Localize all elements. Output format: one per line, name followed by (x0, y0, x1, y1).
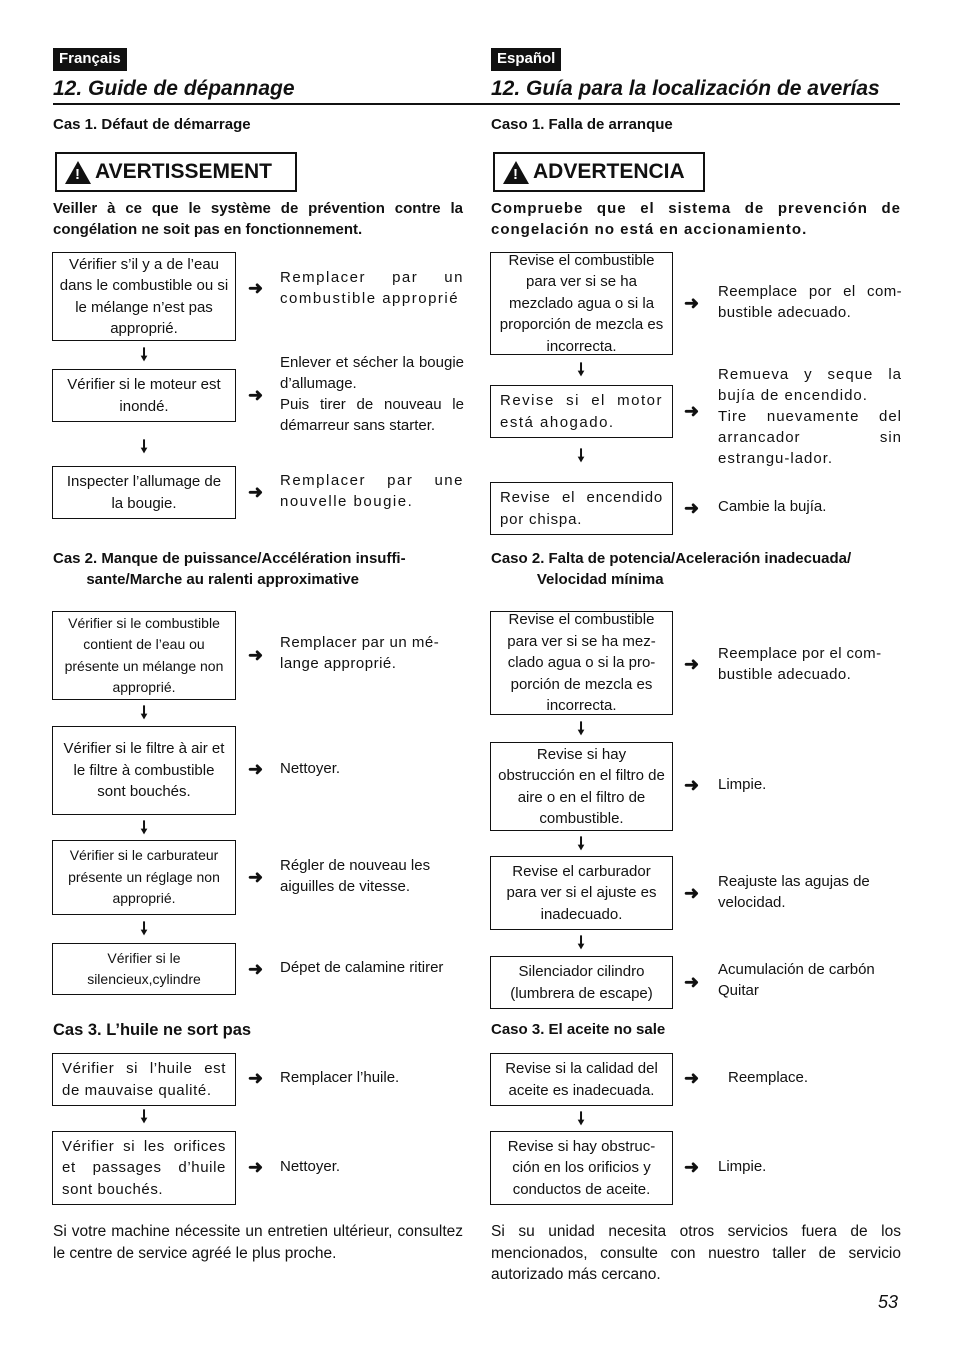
arrow-down-icon: 🠗 (577, 834, 585, 853)
arrow-right-icon: ➜ (248, 1157, 264, 1177)
arrow-right-icon: ➜ (248, 645, 264, 665)
check-box: Vérifier si l’huile est de mauvaise qualité. (52, 1053, 236, 1106)
arrow-right-icon: ➜ (248, 385, 264, 405)
check-box: Revise el carburador para ver si el ajuste es inadecuado. (490, 856, 673, 930)
check-box: Vérifier si le carburateur présente un réglage non approprié. (52, 840, 236, 915)
check-box: Vérifier si le filtre à air et le filtre à combustible sont bouchés. (52, 726, 236, 815)
check-box: Revise el combustible para ver si se ha mezclado agua o si la proporción de mezcla es incorrecta. (490, 252, 673, 355)
check-box: Vérifier si le combustible contient de l’eau ou présente un mélange non approprié. (52, 611, 236, 700)
action-text: Reemplace por el com-bustible adecuado. (718, 283, 902, 321)
arrow-right-icon: ➜ (684, 883, 700, 903)
arrow-down-icon: 🠗 (140, 345, 148, 364)
arrow-down-icon: 🠗 (140, 818, 148, 837)
action-text: Reemplace por el com-bustible adecuado. (718, 645, 882, 683)
language-tab-french: Français (53, 48, 127, 71)
action-text: Régler de nouveau les aiguilles de vitesse. (280, 857, 431, 895)
action-text: Reemplace. (728, 1069, 809, 1086)
action-text: Remplacer par un mé-lange approprié. (280, 634, 440, 672)
arrow-down-icon: 🠗 (577, 446, 585, 465)
action-text: Remueva y seque la bujía de encendido. Tire nuevamente del arrancador sin estrangu-lador. (718, 366, 902, 467)
footer-text-spanish: Si su unidad necesita otros servicios fuera de los mencionados, consulte con nuestro taller de servicio autorizado más cercano. (491, 1223, 901, 1283)
action-text: Acumulación de carbón Quitar (718, 961, 875, 999)
arrow-right-icon: ➜ (684, 1068, 700, 1088)
language-tab-spanish: Español (491, 48, 561, 71)
check-box: Vérifier si les orifices et passages d’huile sont bouchés. (52, 1131, 236, 1205)
action-text: Remplacer par une nouvelle bougie. (280, 472, 464, 510)
action-text: Limpie. (718, 1158, 767, 1175)
check-box: Vérifier si le silencieux,cylindre (52, 943, 236, 995)
action-text: Reajuste las agujas de velocidad. (718, 873, 870, 911)
footer-text-french: Si votre machine nécessite un entretien ultérieur, consultez le centre de service agréé le plus proche. (53, 1223, 463, 1262)
check-box: Revise si la calidad del aceite es inadecuada. (490, 1053, 673, 1106)
arrow-right-icon: ➜ (684, 401, 700, 421)
action-text: Remplacer par un combustible approprié (280, 269, 464, 307)
warning-label-french: AVERTISSEMENT (95, 160, 272, 183)
title-rule (53, 103, 900, 105)
section-title-french: 12. Guide de dépannage (53, 77, 295, 100)
arrow-right-icon: ➜ (684, 654, 700, 674)
check-box: Revise si hay obstrucción en el filtro de aire o en el filtro de combustible. (490, 742, 673, 831)
check-box: Silenciador cilindro (lumbrera de escape) (490, 956, 673, 1009)
warning-box-french (55, 152, 297, 192)
action-text: Cambie la bujía. (718, 498, 827, 515)
arrow-right-icon: ➜ (248, 278, 264, 298)
action-text: Remplacer l’huile. (280, 1069, 400, 1086)
arrow-down-icon: 🠗 (577, 933, 585, 952)
intro-text-french: Veiller à ce que le système de prévention contre la congélation ne soit pas en fonctionnement. (53, 200, 463, 238)
page-number: 53 (878, 1292, 899, 1312)
arrow-right-icon: ➜ (684, 293, 700, 313)
check-box: Revise el combustible para ver si se ha mez-clado agua o si la pro-porción de mezcla es incorrecta. (490, 611, 673, 715)
arrow-right-icon: ➜ (684, 1157, 700, 1177)
check-box: Vérifier s’il y a de l’eau dans le combustible ou si le mélange n’est pas approprié. (52, 252, 236, 341)
section-title-spanish: 12. Guía para la localización de averías (491, 77, 880, 100)
arrow-down-icon: 🠗 (577, 360, 585, 379)
arrow-right-icon: ➜ (248, 759, 264, 779)
arrow-right-icon: ➜ (684, 775, 700, 795)
arrow-right-icon: ➜ (248, 959, 264, 979)
warning-triangle-icon: ! (65, 161, 91, 184)
action-text: Nettoyer. (280, 760, 341, 777)
case1-heading-french: Cas 1. Défaut de démarrage (53, 116, 251, 133)
check-box: Revise si el motor está ahogado. (490, 385, 673, 438)
arrow-right-icon: ➜ (684, 972, 700, 992)
arrow-right-icon: ➜ (248, 867, 264, 887)
check-box: Inspecter l’allumage de la bougie. (52, 466, 236, 519)
arrow-down-icon: 🠗 (140, 437, 148, 456)
action-text: Limpie. (718, 776, 767, 793)
case1-heading-spanish: Caso 1. Falla de arranque (491, 116, 673, 133)
case2-heading-spanish: Caso 2. Falta de potencia/Aceleración inadecuada/ Velocidad mínima (491, 550, 852, 588)
arrow-down-icon: 🠗 (140, 703, 148, 722)
warning-triangle-icon: ! (503, 161, 529, 184)
check-box: Vérifier si le moteur est inondé. (52, 369, 236, 422)
action-text: Dépet de calamine ritirer (280, 959, 444, 976)
action-text: Nettoyer. (280, 1158, 341, 1175)
arrow-down-icon: 🠗 (140, 1107, 148, 1126)
check-box: Revise el encendido por chispa. (490, 482, 673, 535)
arrow-down-icon: 🠗 (140, 919, 148, 938)
arrow-right-icon: ➜ (248, 482, 264, 502)
case2-heading-french: Cas 2. Manque de puissance/Accélération insuffi- sante/Marche au ralenti approximative (53, 550, 406, 588)
action-text: Enlever et sécher la bougie d’allumage. Puis tirer de nouveau le démarreur sans starter. (280, 354, 464, 434)
arrow-down-icon: 🠗 (577, 1109, 585, 1128)
intro-text-spanish: Compruebe que el sistema de prevención de congelación no está en accionamiento. (491, 200, 901, 238)
warning-label-spanish: ADVERTENCIA (533, 160, 685, 183)
arrow-right-icon: ➜ (248, 1068, 264, 1088)
case3-heading-french: Cas 3. L’huile ne sort pas (53, 1021, 252, 1039)
check-box: Revise si hay obstruc-ción en los orificios y conductos de aceite. (490, 1131, 673, 1205)
arrow-right-icon: ➜ (684, 498, 700, 518)
case3-heading-spanish: Caso 3. El aceite no sale (491, 1021, 666, 1038)
arrow-down-icon: 🠗 (577, 719, 585, 738)
warning-box-spanish (493, 152, 705, 192)
